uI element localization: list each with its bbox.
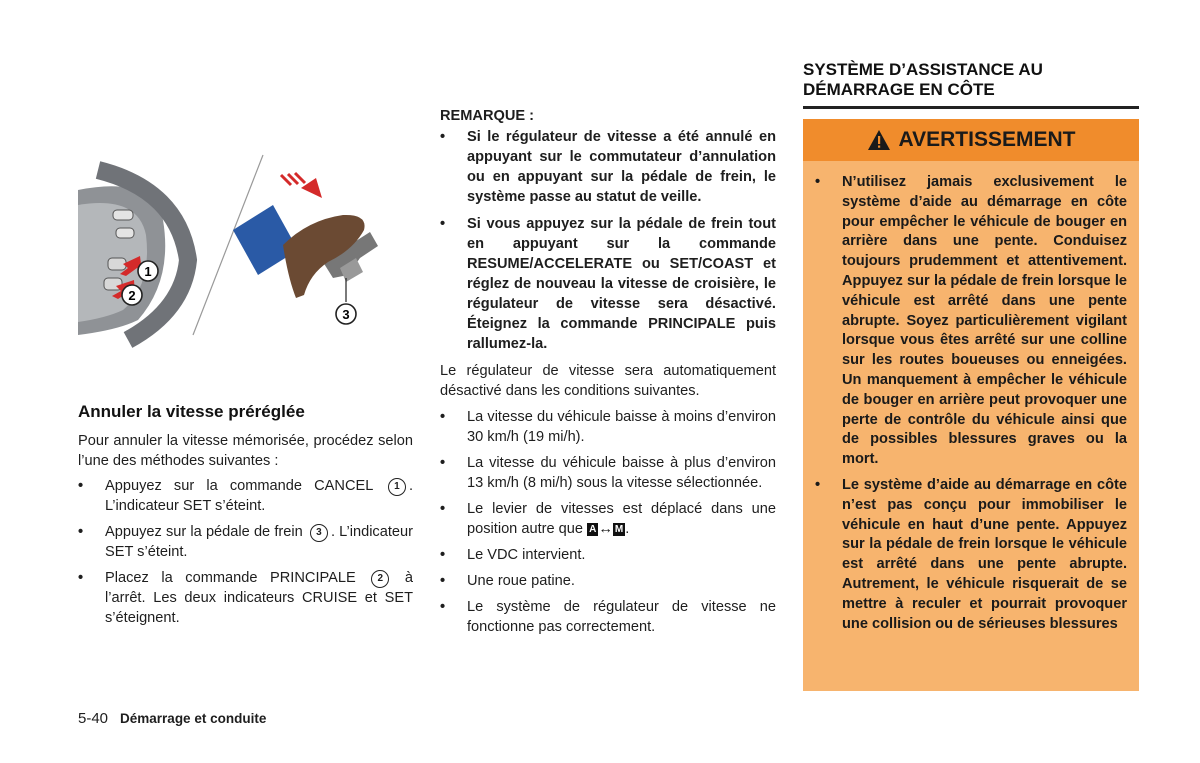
motion-arrow-icon	[281, 173, 322, 198]
list-item: • N’utilisez jamais exclusivement le système d’aide au démarrage en côte pour empêcher le véhicule de bouger en arrière dans une pente. Conduisez toujours prudemment et attentivement. Appuyez sur la pédale de frein lorsque le véhicule est arrêté dans une pente abrupte. Soyez particulièrement vigilant lorsque vous êtes arrêté sur une colline sur les routes boueuses ou enneigées. Un manquement à empêcher le véhicule de bouger en arrière peut provoquer une perte de contrôle du véhicule ainsi que de possibles blessures graves ou la mort.	[815, 173, 1127, 470]
item-text: . L’indicateur SET s’éteint.	[105, 524, 413, 560]
item-text: à l’arrêt. Les deux indicateurs CRUISE et SET s’éteignent.	[105, 570, 413, 626]
list-item: • Le système d’aide au démarrage en côte n’est pas conçu pour immobiliser le véhicule en haut d’une pente. Appuyez sur la pédale de frein lorsque le véhicule est arrêté dans une pente abrupte. Autrement, le véhicule risquerait de se mettre à reculer et pourrait provoquer une collision ou de sérieuses blessures	[815, 476, 1127, 634]
page-footer	[78, 710, 266, 727]
ref-circle: 1	[388, 478, 406, 496]
warning-title: AVERTISSEMENT	[898, 128, 1076, 151]
remark-list	[440, 127, 776, 354]
gear-m-icon: M	[614, 524, 624, 535]
cruise-cancel-illustration	[78, 150, 413, 350]
ref-circle: 2	[371, 570, 389, 588]
svg-text:3: 3	[342, 307, 350, 322]
list-item	[440, 499, 776, 539]
gear-a-icon: A	[589, 524, 597, 535]
list-item	[78, 476, 413, 516]
item-text: Appuyez sur la commande CANCEL	[105, 478, 373, 494]
warning-box	[803, 119, 1139, 691]
warning-triangle-icon	[867, 129, 891, 151]
item-text: . L’indicateur SET s’éteint.	[105, 478, 413, 514]
list-item: • La vitesse du véhicule baisse à plus d’environ 13 km/h (8 mi/h) sous la vitesse sélectionnée.	[440, 453, 776, 493]
cancel-intro-text: Pour annuler la vitesse mémorisée, procédez selon l’une des méthodes suivantes :	[78, 433, 413, 469]
list-item: • Si le régulateur de vitesse a été annulé en appuyant sur le commutateur d’annulation ou en appuyant sur la pédale de frein, le système passe au statut de veille.	[440, 127, 776, 207]
list-item: • Le système de régulateur de vitesse ne fonctionne pas correctement.	[440, 597, 776, 637]
ref-circle: 3	[310, 524, 328, 542]
item-text: Le levier de vitesses est déplacé dans une position autre que	[467, 501, 776, 537]
cancel-speed-heading: Annuler la vitesse préréglée	[78, 402, 305, 421]
warning-header	[803, 119, 1139, 161]
middle-column	[440, 108, 776, 643]
steering-wheel-icon	[78, 170, 188, 340]
right-column	[803, 60, 1139, 691]
item-text: .	[625, 521, 630, 537]
auto-cancel-paragraph: Le régulateur de vitesse sera automatiquement désactivé dans les conditions suivantes.	[440, 363, 776, 399]
footer-section: Démarrage et conduite	[120, 711, 267, 726]
section-rule	[803, 106, 1139, 109]
item-text: Placez la commande PRINCIPALE	[105, 570, 356, 586]
arrow-icon: ↔	[598, 521, 613, 537]
svg-text:1: 1	[144, 264, 152, 279]
remark-title: REMARQUE :	[440, 108, 535, 124]
svg-text:2: 2	[128, 288, 136, 303]
callout-3	[336, 304, 356, 324]
list-item	[78, 568, 413, 628]
cancel-methods-list	[78, 476, 413, 634]
list-item: • Le VDC intervient.	[440, 545, 776, 565]
page-number: 5-40	[78, 710, 109, 727]
item-text: Appuyez sur la pédale de frein	[105, 524, 303, 540]
list-item: • Une roue patine.	[440, 571, 776, 591]
callout-2	[122, 285, 142, 305]
list-item: • Si vous appuyez sur la pédale de frein tout en appuyant sur la commande RESUME/ACCELERATE ou SET/COAST et réglez de nouveau la vitesse de croisière, le régulateur de vitesse sera désactivé. Éteignez la commande PRINCIPALE puis rallumez-la.	[440, 214, 776, 354]
callout-1	[138, 261, 158, 281]
warning-list	[815, 173, 1127, 634]
list-item	[78, 522, 413, 562]
conditions-list	[440, 407, 776, 637]
section-title: SYSTÈME D’ASSISTANCE AU DÉMARRAGE EN CÔTE	[803, 60, 1043, 99]
list-item: • La vitesse du véhicule baisse à moins d’environ 30 km/h (19 mi/h).	[440, 407, 776, 447]
